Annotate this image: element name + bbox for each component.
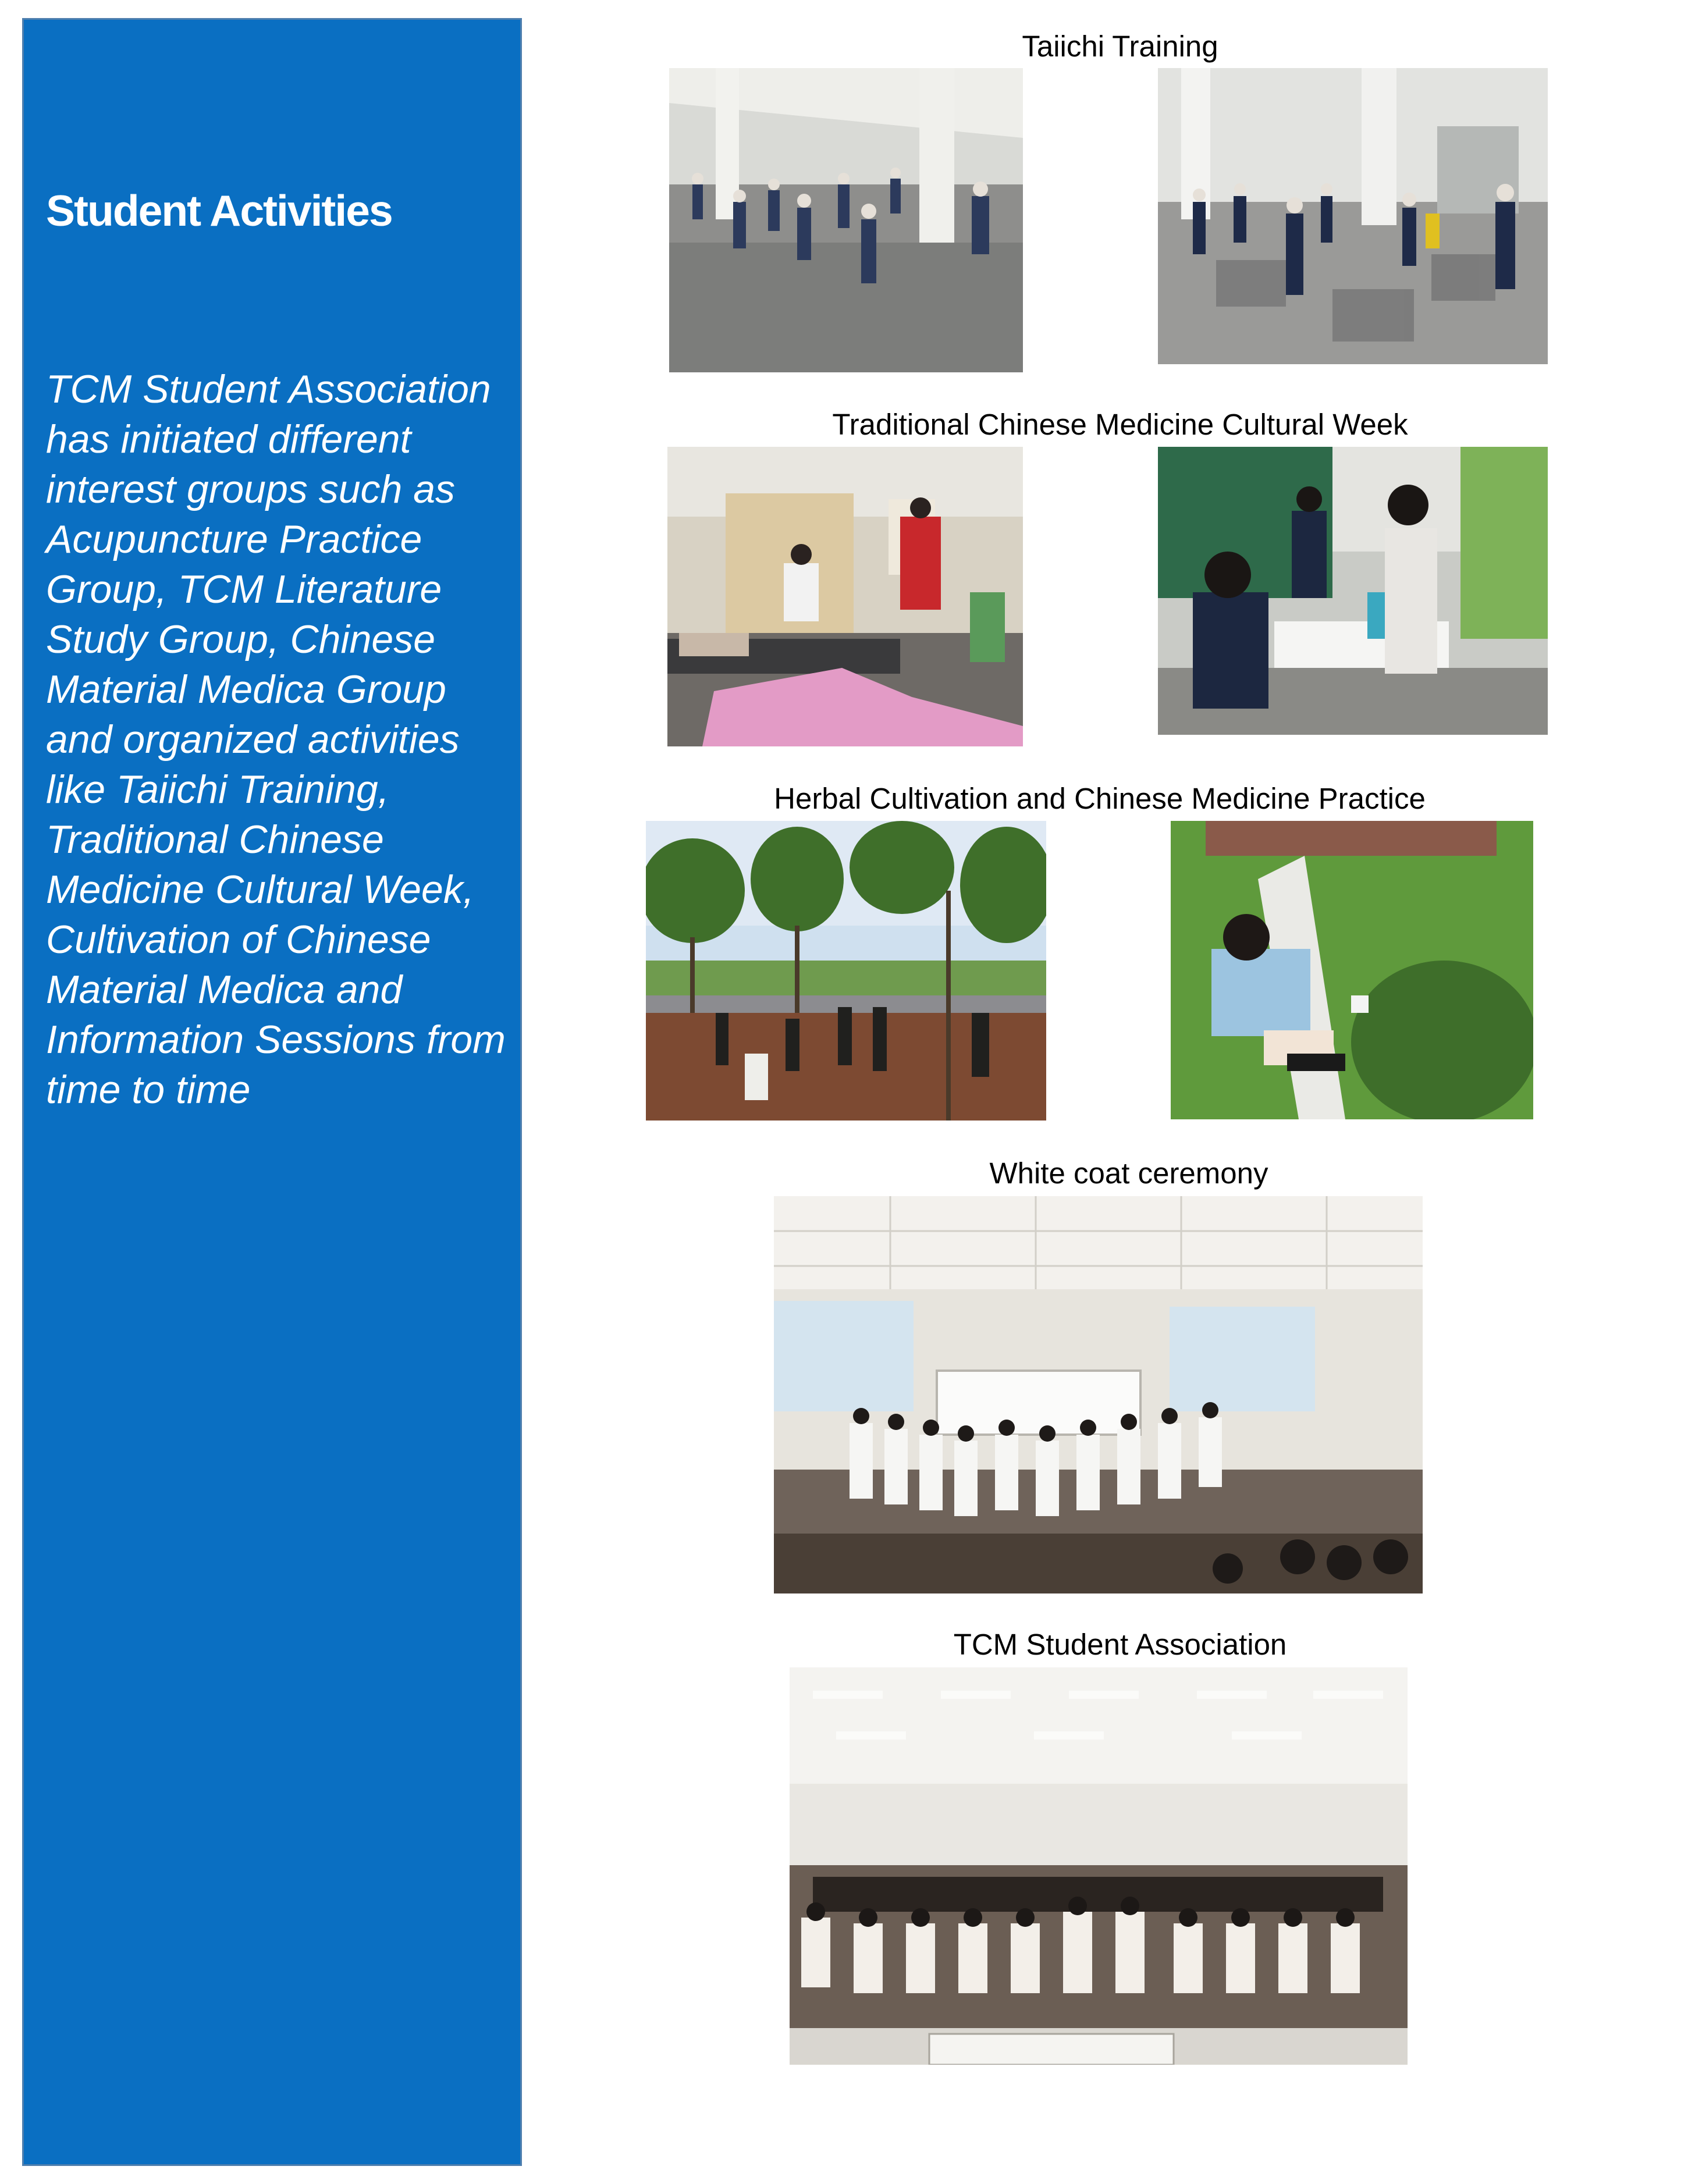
photo-herbal-1 (646, 821, 1046, 1121)
caption-herbal-cultivation: Herbal Cultivation and Chinese Medicine Practice (774, 782, 1426, 815)
caption-white-coat-ceremony: White coat ceremony (989, 1157, 1268, 1190)
photo-taiichi-2 (1158, 68, 1548, 364)
sidebar-title: Student Activities (46, 186, 392, 235)
caption-tcm-cultural-week: Traditional Chinese Medicine Cultural Week (832, 408, 1408, 441)
photo-cultural-week-2 (1158, 447, 1548, 735)
sidebar-panel (22, 18, 522, 2166)
photo-cultural-week-1 (667, 447, 1023, 746)
photo-herbal-2 (1171, 821, 1533, 1119)
caption-taiichi-training: Taiichi Training (1022, 30, 1218, 63)
sidebar-body-text: TCM Student Association has initiated different interest groups such as Acupuncture Practice Group, TCM Literature Study Group, Chinese Material Medica Group and organized activities like Taiichi Training, Traditional Chinese Medicine Cultural Week, Cultivation of Chinese Material Medica and Information Sessions from time to time (46, 367, 506, 1112)
photo-taiichi-1 (669, 68, 1023, 372)
photo-white-coat-ceremony (774, 1196, 1423, 1593)
caption-tcm-student-association: TCM Student Association (953, 1628, 1287, 1661)
photo-tcm-student-association (790, 1667, 1408, 2065)
